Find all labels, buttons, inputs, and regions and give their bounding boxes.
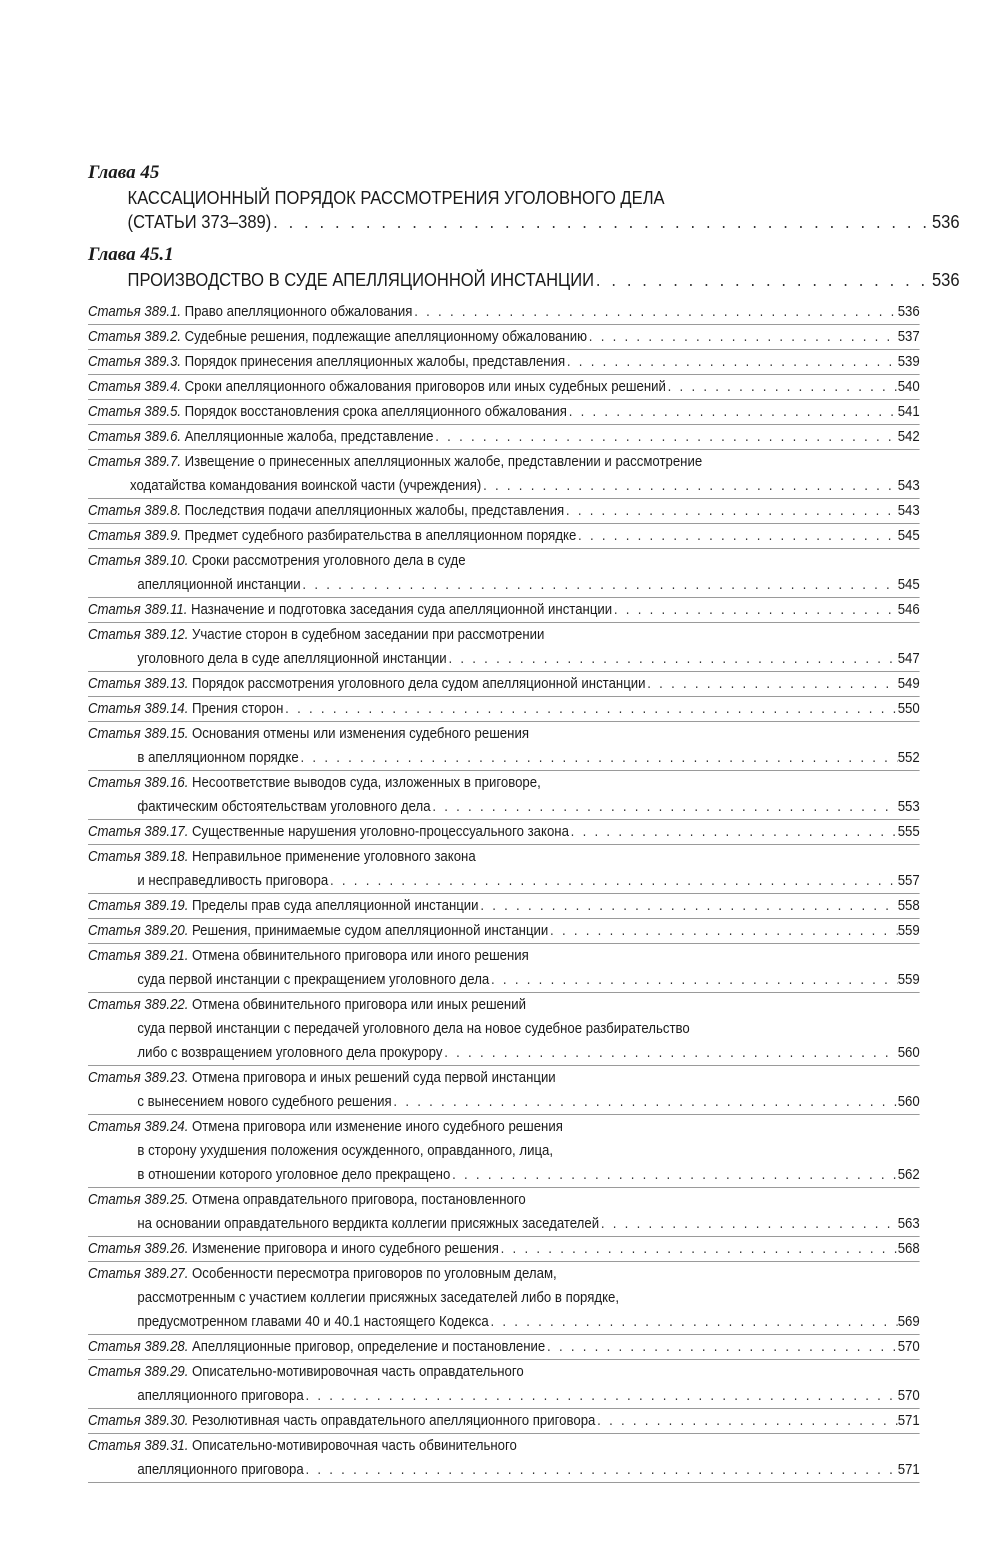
entry-title-text: Порядок рассмотрения уголовного дела судом апелляционной инстанции <box>191 675 646 692</box>
entry-title-last-line <box>185 350 920 374</box>
chapter-title-last-line <box>128 268 960 292</box>
page-number: 543 <box>897 477 920 494</box>
page-number: 541 <box>897 403 920 420</box>
entry-title-text: Существенные нарушения уголовно-процессуального закона <box>191 823 569 840</box>
toc-entry[interactable] <box>88 1262 920 1335</box>
toc-entry[interactable] <box>88 623 920 672</box>
dot-leader <box>612 598 898 622</box>
article-number: Статья 389.2. <box>88 328 182 345</box>
toc-entry[interactable] <box>88 919 920 944</box>
dot-leader <box>587 325 898 349</box>
entry-title-line: рассмотренным с участием коллегии присяжных заседателей либо в порядке, <box>137 1289 620 1306</box>
page-number: 560 <box>897 1093 920 1110</box>
dot-leader <box>545 1335 897 1359</box>
toc-entry[interactable] <box>88 993 920 1066</box>
entry-title-text: и несправедливость приговора <box>137 872 329 889</box>
dot-leader <box>595 1409 897 1433</box>
entry-body <box>192 894 920 918</box>
dot-leader <box>431 795 898 819</box>
entry-title-last-line <box>137 1384 919 1408</box>
toc-entry[interactable] <box>88 524 920 549</box>
entry-title-last-line <box>185 325 920 349</box>
chapter-title-final <box>88 268 960 292</box>
entry-title-text: апелляционного приговора <box>137 1387 304 1404</box>
dot-leader <box>666 375 898 399</box>
entry-title-line: суда первой инстанции с передачей уголовного дела на новое судебное разбирательство <box>137 1020 690 1037</box>
toc-entry[interactable] <box>88 1237 920 1262</box>
entry-body <box>185 375 920 399</box>
toc-entry[interactable] <box>88 549 920 598</box>
article-number: Статья 389.4. <box>88 378 182 395</box>
toc-entry[interactable] <box>88 820 920 845</box>
toc-entry[interactable] <box>88 1115 920 1188</box>
entry-title-text: суда первой инстанции с прекращением уголовного дела <box>137 971 490 988</box>
entry-title-line: Описательно-мотивировочная часть обвинительного <box>191 1437 517 1454</box>
article-number: Статья 389.12. <box>88 626 189 643</box>
entry-title-text: апелляционной инстанции <box>137 576 301 593</box>
entry-title-last-line <box>192 820 920 844</box>
article-number: Статья 389.19. <box>88 897 189 914</box>
entry-body <box>185 499 920 523</box>
entry-title-last-line <box>191 598 920 622</box>
entry-title-last-line <box>192 1237 920 1261</box>
dot-leader <box>328 869 897 893</box>
toc-entry[interactable] <box>88 894 920 919</box>
page-number: 550 <box>897 700 920 717</box>
page-number: 571 <box>897 1412 920 1429</box>
entry-title-last-line <box>130 474 920 498</box>
entry-title-last-line <box>192 1409 920 1433</box>
entry-title-line: Отмена обвинительного приговора или иных решений <box>191 996 526 1013</box>
article-number: Статья 389.14. <box>88 700 189 717</box>
entry-title-text: Апелляционные приговор, определение и постановление <box>191 1338 546 1355</box>
toc-entry[interactable] <box>88 845 920 894</box>
entry-body <box>185 300 920 324</box>
article-number: Статья 389.22. <box>88 996 189 1013</box>
page-number: 546 <box>897 601 920 618</box>
article-number: Статья 389.31. <box>88 1437 189 1454</box>
dot-leader <box>479 894 898 918</box>
entry-title-last-line <box>185 425 920 449</box>
entry-title-last-line <box>137 1041 919 1065</box>
entry-title-last-line <box>185 300 920 324</box>
dot-leader <box>412 300 897 324</box>
chapter-title-text: (СТАТЬИ 373–389) <box>127 212 272 232</box>
article-number: Статья 389.10. <box>88 552 189 569</box>
entry-title-line: Отмена оправдательного приговора, постановленного <box>191 1191 526 1208</box>
entry-title-text: Назначение и подготовка заседания суда апелляционной инстанции <box>190 601 613 618</box>
entry-title-text: ходатайства командования воинской части (учреждения) <box>130 477 482 494</box>
toc-entry[interactable] <box>88 1188 920 1237</box>
entry-title-text: Судебные решения, подлежащие апелляционному обжалованию <box>184 328 588 345</box>
page-number: 542 <box>897 428 920 445</box>
dot-leader <box>489 968 897 992</box>
dot-leader <box>489 1310 898 1334</box>
toc-entry[interactable] <box>88 499 920 524</box>
entry-title-last-line <box>192 894 920 918</box>
dot-leader <box>481 474 897 498</box>
article-number: Статья 389.28. <box>88 1338 189 1355</box>
page-number: 552 <box>897 749 920 766</box>
toc-entry[interactable] <box>88 1360 920 1409</box>
table-of-contents <box>88 160 960 1483</box>
article-number: Статья 389.11. <box>88 601 188 618</box>
chapter-title-final <box>88 210 960 234</box>
article-number: Статья 389.26. <box>88 1240 189 1257</box>
entry-title-line: Особенности пересмотра приговоров по уголовным делам, <box>191 1265 557 1282</box>
entry-title-text: Порядок принесения апелляционных жалобы, представления <box>184 353 566 370</box>
entry-title-last-line <box>192 1335 920 1359</box>
article-number: Статья 389.24. <box>88 1118 189 1135</box>
toc-entry[interactable] <box>88 425 920 450</box>
page-number: 536 <box>931 212 960 232</box>
entry-body <box>185 400 920 424</box>
entry-title-line: Отмена обвинительного приговора или иного решения <box>191 947 529 964</box>
entry-body <box>192 820 920 844</box>
chapter-block <box>88 160 960 234</box>
dot-leader <box>392 1090 898 1114</box>
article-number: Статья 389.29. <box>88 1363 189 1380</box>
entry-title-text: либо с возвращением уголовного дела прокурору <box>137 1044 443 1061</box>
chapter-title-text: ПРОИЗВОДСТВО В СУДЕ АПЕЛЛЯЦИОННОЙ ИНСТАНЦИИ <box>127 270 595 290</box>
entry-body <box>185 425 920 449</box>
article-number: Статья 389.3. <box>88 353 182 370</box>
dot-leader <box>283 697 897 721</box>
dot-leader <box>576 524 897 548</box>
entry-title-line: Несоответствие выводов суда, изложенных в приговоре, <box>191 774 541 791</box>
entry-title-text: апелляционного приговора <box>137 1461 304 1478</box>
entry-body <box>192 672 920 696</box>
page-number: 539 <box>897 353 920 370</box>
chapter-heading: Глава 45.1 <box>88 244 174 265</box>
toc-entry[interactable] <box>88 1409 920 1434</box>
entry-body <box>185 524 920 548</box>
toc-entry[interactable] <box>88 722 920 771</box>
entry-title-last-line <box>192 672 920 696</box>
entry-title-last-line <box>137 1090 919 1114</box>
entry-title-text: в отношении которого уголовное дело прекращено <box>137 1166 451 1183</box>
entry-title-line: Отмена приговора или изменение иного судебного решения <box>191 1118 563 1135</box>
entry-title-line: Описательно-мотивировочная часть оправдательного <box>191 1363 524 1380</box>
entry-title-last-line <box>137 1163 919 1187</box>
chapter-title-line: КАССАЦИОННЫЙ ПОРЯДОК РАССМОТРЕНИЯ УГОЛОВНОГО ДЕЛА <box>127 188 665 208</box>
page-number: 555 <box>897 823 920 840</box>
chapter-title-last-line <box>128 210 960 234</box>
dot-leader <box>450 1163 897 1187</box>
entry-title-text: Решения, принимаемые судом апелляционной инстанции <box>191 922 549 939</box>
dot-leader <box>599 1212 898 1236</box>
entry-body <box>191 598 920 622</box>
dot-leader <box>304 1458 898 1482</box>
article-number: Статья 389.16. <box>88 774 189 791</box>
entry-body <box>192 697 920 721</box>
page-number: 553 <box>897 798 920 815</box>
entry-title-last-line <box>137 573 919 597</box>
entry-title-last-line <box>137 1310 919 1334</box>
entry-body <box>192 1409 920 1433</box>
entry-title-last-line <box>137 1458 919 1482</box>
toc-entry[interactable] <box>88 944 920 993</box>
page-number: 571 <box>897 1461 920 1478</box>
toc-entry[interactable] <box>88 1335 920 1360</box>
entry-title-last-line <box>185 375 920 399</box>
chapter-heading: Глава 45 <box>88 162 160 183</box>
entry-title-line: Неправильное применение уголовного закона <box>191 848 476 865</box>
article-number: Статья 389.1. <box>88 303 182 320</box>
page-number: 559 <box>897 922 920 939</box>
article-number: Статья 389.23. <box>88 1069 189 1086</box>
entry-title-last-line <box>137 795 919 819</box>
dot-leader <box>569 820 898 844</box>
article-number: Статья 389.13. <box>88 675 189 692</box>
entry-body <box>192 919 920 943</box>
page-number: 570 <box>897 1338 920 1355</box>
entry-title-line: в сторону ухудшения положения осужденного, оправданного, лица, <box>137 1142 554 1159</box>
page-number: 558 <box>897 897 920 914</box>
entry-title-text: Резолютивная часть оправдательного апелляционного приговора <box>191 1412 596 1429</box>
page-number: 569 <box>897 1313 920 1330</box>
article-number: Статья 389.7. <box>88 453 182 470</box>
entry-title-text: Последствия подачи апелляционных жалобы, представления <box>184 502 565 519</box>
page-number: 562 <box>897 1166 920 1183</box>
entry-body <box>185 350 920 374</box>
article-number: Статья 389.15. <box>88 725 189 742</box>
article-number: Статья 389.27. <box>88 1265 189 1282</box>
entry-title-line: Отмена приговора и иных решений суда первой инстанции <box>191 1069 556 1086</box>
dot-leader <box>299 746 898 770</box>
dot-leader <box>646 672 898 696</box>
entry-title-text: Предмет судебного разбирательства в апелляционном порядке <box>184 527 577 544</box>
dot-leader <box>447 647 898 671</box>
article-number: Статья 389.5. <box>88 403 182 420</box>
toc-entry[interactable] <box>88 350 920 375</box>
toc-entry[interactable] <box>88 771 920 820</box>
toc-entry[interactable] <box>88 325 920 350</box>
toc-entry[interactable] <box>88 697 920 722</box>
page-number: 537 <box>897 328 920 345</box>
toc-entry[interactable] <box>88 375 920 400</box>
entry-title-text: уголовного дела в суде апелляционной инстанции <box>137 650 447 667</box>
entry-title-last-line <box>137 968 919 992</box>
page-number: 563 <box>897 1215 920 1232</box>
entry-body <box>192 1335 920 1359</box>
chapter-block <box>88 242 960 292</box>
dot-leader <box>564 499 898 523</box>
article-number: Статья 389.6. <box>88 428 182 445</box>
page-number: 545 <box>897 527 920 544</box>
page-number: 568 <box>897 1240 920 1257</box>
entry-title-text: фактическим обстоятельствам уголовного дела <box>137 798 431 815</box>
entry-title-line: Сроки рассмотрения уголовного дела в суде <box>191 552 466 569</box>
page-number: 549 <box>897 675 920 692</box>
toc-entry[interactable] <box>88 1434 920 1483</box>
entry-title-last-line <box>192 919 920 943</box>
dot-leader <box>594 268 932 292</box>
article-number: Статья 389.18. <box>88 848 189 865</box>
toc-entry[interactable] <box>88 672 920 697</box>
dot-leader <box>304 1384 898 1408</box>
entry-title-last-line <box>137 746 919 770</box>
article-number: Статья 389.17. <box>88 823 189 840</box>
dot-leader <box>567 400 898 424</box>
article-number: Статья 389.9. <box>88 527 182 544</box>
entry-title-last-line <box>137 869 919 893</box>
entry-title-text: Изменение приговора и иного судебного решения <box>191 1240 499 1257</box>
entry-title-last-line <box>137 1212 919 1236</box>
entry-title-text: с вынесением нового судебного решения <box>137 1093 392 1110</box>
chapter-list <box>88 160 960 292</box>
page-number: 543 <box>897 502 920 519</box>
entry-title-text: предусмотренном главами 40 и 40.1 настоящего Кодекса <box>137 1313 489 1330</box>
page-number: 560 <box>897 1044 920 1061</box>
page-number: 536 <box>897 303 920 320</box>
page-number: 559 <box>897 971 920 988</box>
entry-body <box>185 325 920 349</box>
article-number: Статья 389.8. <box>88 502 182 519</box>
entry-title-last-line <box>185 400 920 424</box>
page-number: 536 <box>931 270 960 290</box>
page-number: 540 <box>897 378 920 395</box>
dot-leader <box>271 210 932 234</box>
entry-title-last-line <box>137 647 919 671</box>
entry-title-text: Порядок восстановления срока апелляционного обжалования <box>184 403 567 420</box>
toc-entry[interactable] <box>88 450 920 499</box>
dot-leader <box>434 425 898 449</box>
entry-title-last-line <box>192 697 920 721</box>
entry-title-text: в апелляционном порядке <box>137 749 299 766</box>
article-number: Статья 389.30. <box>88 1412 189 1429</box>
entry-title-text: на основании оправдательного вердикта коллегии присяжных заседателей <box>137 1215 600 1232</box>
entry-title-text: Пределы прав суда апелляционной инстанции <box>191 897 479 914</box>
dot-leader <box>548 919 897 943</box>
article-list <box>88 300 920 1483</box>
toc-entry[interactable] <box>88 400 920 425</box>
dot-leader <box>442 1041 897 1065</box>
entry-title-text: Прения сторон <box>191 700 284 717</box>
entry-title-text: Сроки апелляционного обжалования приговоров или иных судебных решений <box>184 378 666 395</box>
entry-title-line: Извещение о принесенных апелляционных жалобе, представлении и рассмотрение <box>184 453 703 470</box>
article-number: Статья 389.25. <box>88 1191 189 1208</box>
page-number: 570 <box>897 1387 920 1404</box>
entry-title-line: Участие сторон в судебном заседании при рассмотрении <box>191 626 545 643</box>
entry-body <box>192 1237 920 1261</box>
entry-title-line: Основания отмены или изменения судебного решения <box>191 725 529 742</box>
entry-title-last-line <box>185 524 920 548</box>
dot-leader <box>301 573 898 597</box>
entry-title-last-line <box>185 499 920 523</box>
page-number: 557 <box>897 872 920 889</box>
article-number: Статья 389.20. <box>88 922 189 939</box>
toc-entry[interactable] <box>88 1066 920 1115</box>
entry-title-text: Право апелляционного обжалования <box>184 303 413 320</box>
toc-entry[interactable] <box>88 598 920 623</box>
article-number: Статья 389.21. <box>88 947 189 964</box>
page-number: 547 <box>897 650 920 667</box>
toc-entry[interactable] <box>88 300 920 325</box>
dot-leader <box>565 350 898 374</box>
page-number: 545 <box>897 576 920 593</box>
entry-title-text: Апелляционные жалоба, представление <box>184 428 434 445</box>
dot-leader <box>499 1237 898 1261</box>
